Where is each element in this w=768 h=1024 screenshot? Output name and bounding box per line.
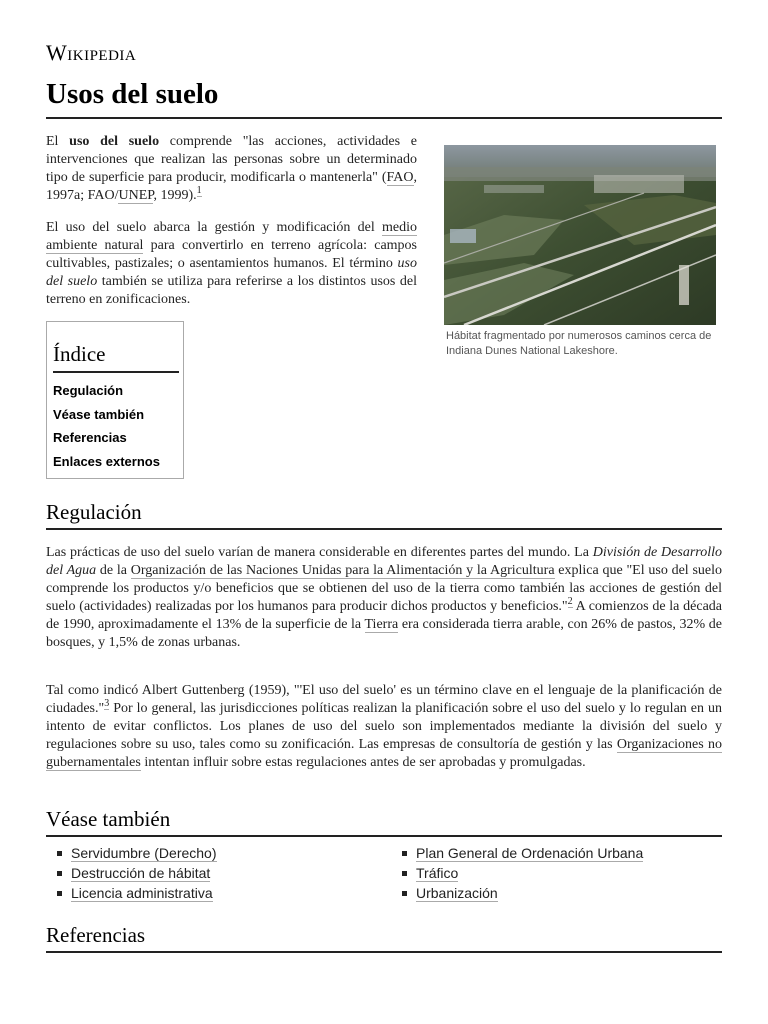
list-item[interactable] [402,863,643,883]
reference-2[interactable]: 2 [567,596,573,608]
text: , 1999). [153,188,197,203]
title-divider [46,117,722,119]
text: Por lo general, las jurisdicciones políticas realizan la planificación sobre el uso del suelo y lo regulan en un intento de evitar conflictos. Los planes de uso del suelo son implementados mediante la división del suelo y regulaciones sobre su uso, tales como su zonificación. Las empresas de consultoría de gestión y las [46,701,722,752]
text: era considerada tierra arable, con 26% de pastos, 32% de bosques, y 1,5% de zonas urbanas. [46,617,722,650]
bullet-icon [57,851,62,856]
infobox-figure [444,145,716,359]
table-of-contents [46,321,184,479]
link-unep[interactable]: UNEP [118,188,154,203]
section-heading-vease: Véase también [46,807,171,831]
section-divider [46,835,722,837]
toc-divider [53,371,179,373]
see-also-link[interactable]: Licencia administrativa [71,885,213,901]
wikipedia-wordmark[interactable]: Wikipedia [46,40,137,65]
bullet-icon [402,871,407,876]
bullet-icon [402,891,407,896]
aerial-landscape-photo[interactable] [444,145,716,325]
text: comprende "las acciones, actividades e intervenciones que realizan las personas sobre un determinado tipo de superficie para producir, modificarla o mantenerla" ( [46,134,418,185]
link-fao[interactable]: FAO [386,170,414,185]
reference-3[interactable]: 3 [104,698,110,710]
text: intentan influir sobre estas regulaciones antes de ser aprobadas y promulgadas. [140,755,586,770]
intro-paragraph-1 [46,133,417,205]
section-heading-referencias: Referencias [46,923,146,947]
link-tierra[interactable]: Tierra [364,617,399,632]
text: A comienzos de la década de 1990, aproximadamente el 13% de la superficie de la [46,599,722,632]
section-heading-regulacion: Regulación [46,500,142,524]
regulacion-paragraph-1 [46,544,722,652]
list-item[interactable] [57,843,217,863]
toc-item-enlaces[interactable]: Enlaces externos [53,453,160,469]
text: de la [96,563,131,578]
see-also-link[interactable]: Tráfico [416,865,459,881]
link-ong[interactable]: Organizaciones no gubernamentales [46,737,722,770]
text: El [46,134,70,149]
italic-term: División de Desarrollo del Agua [46,545,722,578]
bullet-icon [57,891,62,896]
text: Tal como indicó Albert Guttenberg (1959), "'El uso del suelo' es un término clave en el lenguaje de la planificación de ciudades." [46,683,722,716]
italic-term: uso del suelo [46,256,417,289]
section-divider [46,951,722,953]
see-also-column-right [402,843,643,903]
bold-term: uso del suelo [69,134,160,149]
figure-caption: Hábitat fragmentado por numerosos caminos cerca de Indiana Dunes National Lakeshore. [446,330,712,357]
list-item[interactable] [402,843,643,863]
bullet-icon [57,871,62,876]
see-also-link[interactable]: Urbanización [416,885,498,901]
list-item[interactable] [57,863,217,883]
toc-item-referencias[interactable]: Referencias [53,430,127,445]
list-item[interactable] [402,883,643,903]
toc-item-regulacion[interactable]: Regulación [53,383,124,398]
list-item[interactable] [57,883,217,903]
link-medio-ambiente[interactable]: medio ambiente natural [46,220,417,253]
toc-item-vease[interactable]: Véase también [53,406,145,422]
text: para convertirlo en terreno agrícola: campos cultivables, pastizales; o asentamientos humanos. El término [46,238,418,271]
text: Las prácticas de uso del suelo varían de manera considerable en diferentes partes del mundo. La [46,545,593,560]
bullet-icon [402,851,407,856]
page-title: Usos del suelo [46,78,219,110]
regulacion-paragraph-2 [46,682,722,772]
text: El uso del suelo abarca la gestión y modificación del [46,220,382,235]
text: también se utiliza para referirse a los distintos usos del terreno en zonificaciones. [46,274,417,307]
text: explica que "El uso del suelo comprende los productos y/o beneficios que se obtienen del uso de la tierra como también las acciones de gestión del suelo (actividades) realizadas por los humanos para producir dichos productos y beneficios." [46,563,723,614]
text: , 1997a; FAO/ [46,170,417,203]
section-divider [46,528,722,530]
reference-1[interactable]: 1 [196,185,202,197]
see-also-link[interactable]: Servidumbre (Derecho) [71,845,217,861]
intro-paragraph-2 [46,219,417,309]
link-fao-org[interactable]: Organización de las Naciones Unidas para la Alimentación y la Agricultura [130,563,555,578]
see-also-link[interactable]: Destrucción de hábitat [71,865,211,881]
toc-title: Índice [53,342,106,366]
see-also-link[interactable]: Plan General de Ordenación Urbana [416,845,644,861]
see-also-column-left [57,843,217,903]
